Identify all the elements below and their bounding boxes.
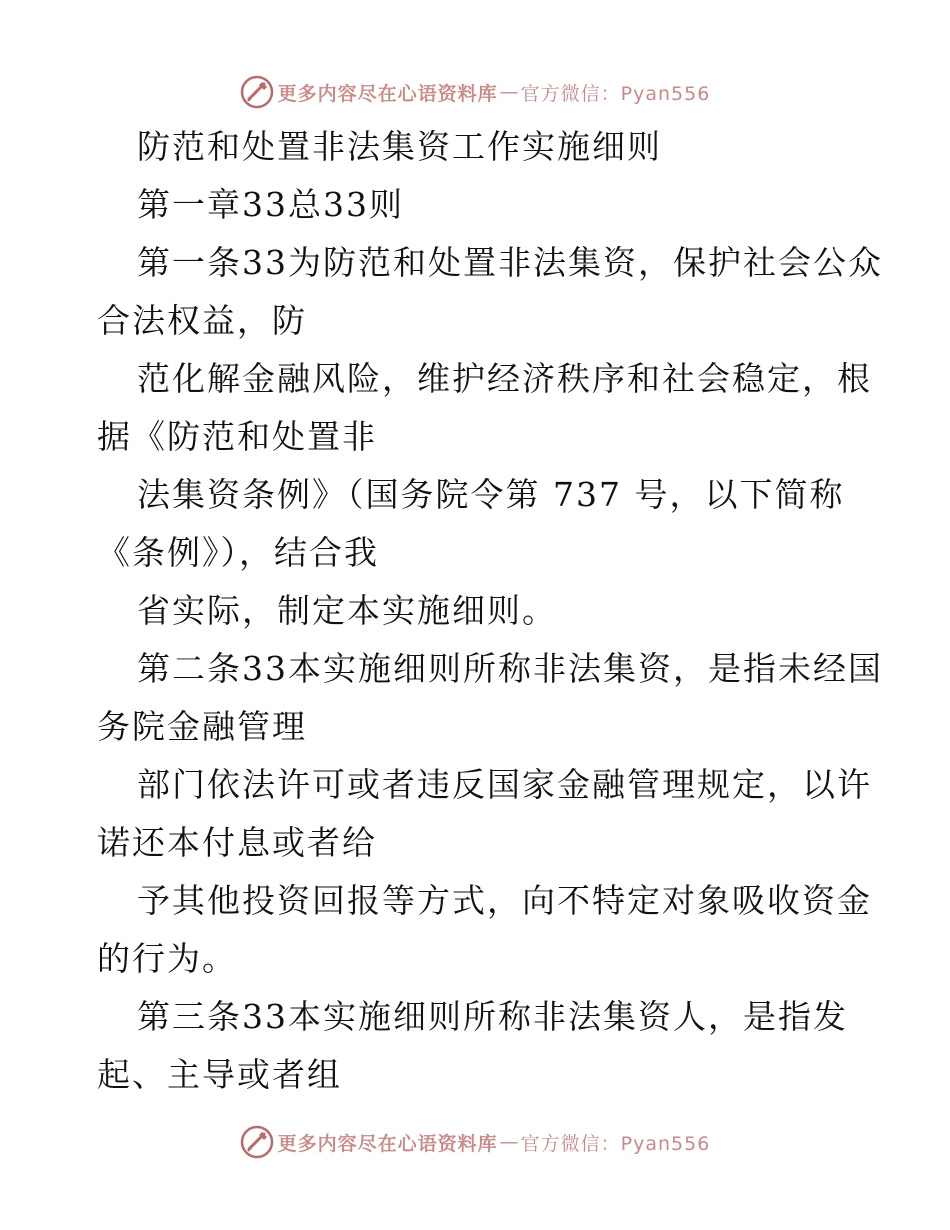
text-line: 第二条33本实施细则所称非法集资，是指未经国 (137, 649, 883, 688)
logo-icon (240, 75, 274, 109)
watermark-sub-text: 官方微信：Pyan556 (520, 1132, 711, 1155)
document-body (97, 118, 883, 1104)
text-line: 部门依法许可或者违反国家金融管理规定，以许 (137, 765, 872, 804)
watermark-dash: — (499, 81, 519, 103)
text-line: 据《防范和处置非 (97, 417, 377, 456)
text-line: 合法权益，防 (97, 301, 307, 340)
document-title: 防范和处置非法集资工作实施细则 (137, 127, 662, 166)
text-line: 范化解金融风险，维护经济秩序和社会稳定，根 (137, 359, 872, 398)
watermark-main-text: 更多内容尽在心语资料库 (277, 1132, 498, 1155)
text-line: 省实际，制定本实施细则。 (137, 591, 557, 630)
text-line: 务院金融管理 (97, 707, 307, 746)
text-line: 法集资条例》（国务院令第 737 号，以下简称 (137, 475, 845, 514)
watermark-dash: — (499, 1131, 519, 1153)
text-line: 起、主导或者组 (97, 1055, 342, 1094)
watermark-main-text: 更多内容尽在心语资料库 (277, 82, 498, 105)
text-line: 诺还本付息或者给 (97, 823, 377, 862)
text-line: 《条例》），结合我 (97, 533, 379, 572)
header-watermark (0, 72, 950, 112)
text-line: 第一条33为防范和处置非法集资，保护社会公众 (137, 243, 883, 282)
watermark-sub-text: 官方微信：Pyan556 (520, 82, 711, 105)
footer-watermark (0, 1122, 950, 1162)
text-line: 第三条33本实施细则所称非法集资人，是指发 (137, 997, 848, 1036)
chapter-heading: 第一章33总33则 (137, 185, 404, 224)
text-line: 的行为。 (97, 939, 237, 978)
text-line: 予其他投资回报等方式，向不特定对象吸收资金 (137, 881, 872, 920)
logo-icon (240, 1125, 274, 1159)
